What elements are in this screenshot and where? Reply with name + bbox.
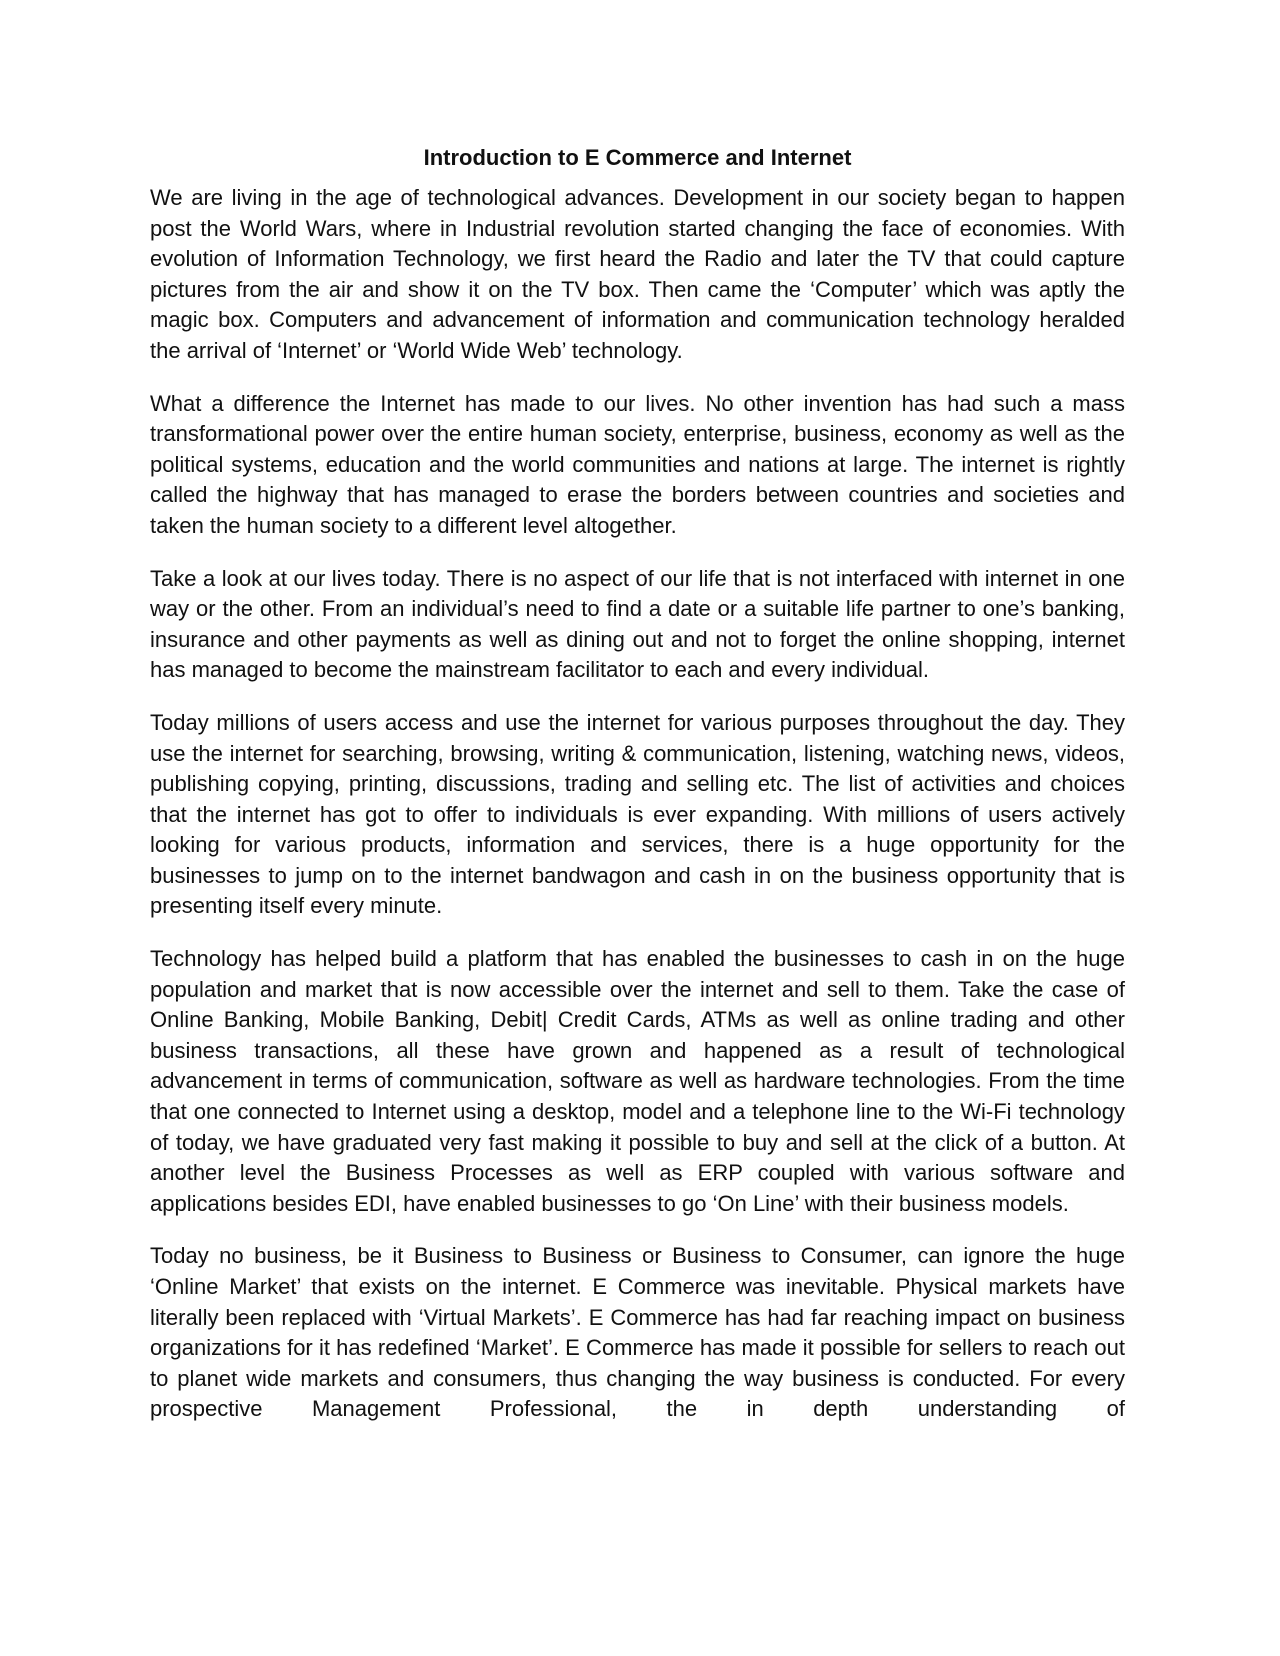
document-title: Introduction to E Commerce and Internet xyxy=(423,145,852,170)
paragraph-lives-today: Take a look at our lives today. There is no aspect of our life that is not interfaced with internet in one way or the other. From an individual’s need to find a date or a suitable life partner to one’s banking, insurance and other payments as well as dining out and not to forget the online shopping, internet has managed to become the mainstream facilitator to each and every individual. xyxy=(150,565,1125,683)
paragraph-internet-difference: What a difference the Internet has made to our lives. No other invention has had such a mass transformational power over the entire human society, enterprise, business, economy as well as the political systems, education and the world communities and nations at large. The internet is rightly called the highway that has managed to erase the borders between countries and societies and taken the human society to a different level altogether. xyxy=(150,390,1125,538)
paragraph-technological-advances: We are living in the age of technological advances. Development in our society began to happen post the World Wars, where in Industrial revolution started changing the face of economies. With evolution of Information Technology, we first heard the Radio and later the TV that could capture pictures from the air and show it on the TV box. Then came the ‘Computer’ which was aptly the magic box. Computers and advancement of information and communication technology heralded the arrival of ‘Internet’ or ‘World Wide Web’ technology. xyxy=(150,185,1125,363)
document-page xyxy=(150,143,1125,1425)
paragraph-millions-of-users: Today millions of users access and use the internet for various purposes throughout the day. They use the internet for searching, browsing, writing & communication, listening, watching news, videos, publishing copying, printing, discussions, trading and selling etc. The list of activities and choices that the internet has got to offer to individuals is ever expanding. With millions of users actively looking for various products, information and services, there is a huge opportunity for the businesses to jump on to the internet bandwagon and cash in on the business opportunity that is presenting itself every minute. xyxy=(150,709,1125,919)
paragraph-technology-platform: Technology has helped build a platform that has enabled the businesses to cash in on the huge population and market that is now accessible over the internet and sell to them. Take the case of Online Banking, Mobile Banking, Debit| Credit Cards, ATMs as well as online trading and other business transactions, all these have grown and happened as a result of technological advancement in terms of communication, software as well as hardware technologies. From the time that one connected to Internet using a desktop, model and a telephone line to the Wi-Fi technology of today, we have graduated very fast making it possible to buy and sell at the click of a button. At another level the Business Processes as well as ERP coupled with various software and applications besides EDI, have enabled businesses to go ‘On Line’ with their business models. xyxy=(150,946,1125,1216)
paragraph-online-market: Today no business, be it Business to Business or Business to Consumer, can ignore the huge ‘Online Market’ that exists on the internet. E Commerce was inevitable. Physical markets have literally been replaced with ‘Virtual Markets’. E Commerce has had far reaching impact on business organizations for it has redefined ‘Market’. E Commerce has made it possible for sellers to reach out to planet wide markets and consumers, thus changing the way business is conducted. For every prospective Management Professional, the in depth understanding of xyxy=(150,1243,1125,1422)
